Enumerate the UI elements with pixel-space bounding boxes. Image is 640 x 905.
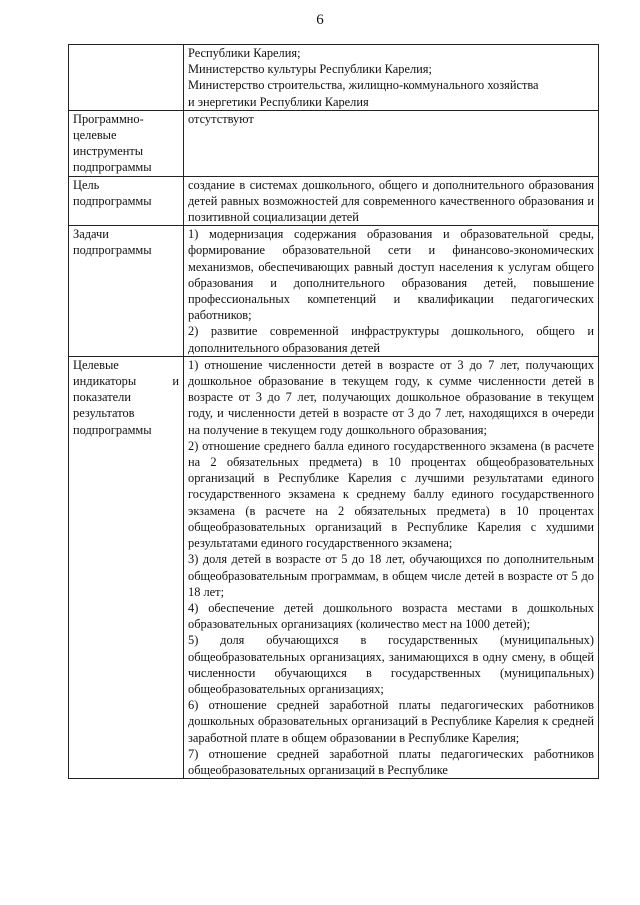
row-label-empty xyxy=(69,45,184,111)
tasks-value xyxy=(184,226,599,357)
label-line: Цель xyxy=(73,177,100,192)
row-label-instruments xyxy=(69,110,184,176)
label-word: индикаторы xyxy=(73,374,137,389)
table-row-instruments xyxy=(69,110,599,176)
label-line: Программно- xyxy=(73,111,144,126)
table-row-indicators xyxy=(69,356,599,778)
instruments-value: отсутствуют xyxy=(184,110,599,176)
value-line: Республики Карелия; xyxy=(188,46,301,60)
label-line: подпрограммы xyxy=(73,243,152,258)
indicator-item: 5) доля обучающихся в государственных (муниципальных) общеобразовательных организациях, занимающихся в одну смену, в общей численности обучающихся в государственных (муниципальных) общеобразовательных организациях; xyxy=(188,633,594,696)
responsible-executors-cell xyxy=(184,45,599,111)
task-item: 2) развитие современной инфраструктуры дошкольного, общего и дополнительного образования детей xyxy=(188,324,594,355)
indicators-value xyxy=(184,356,599,778)
table-row-goal xyxy=(69,176,599,226)
indicator-item: 3) доля детей в возрасте от 5 до 18 лет, обучающихся по дополнительным общеобразовательным программам, в общем числе детей в возрасте от 5 до 18 лет; xyxy=(188,552,594,599)
label-line: подпрограммы xyxy=(73,193,152,208)
label-line xyxy=(73,373,179,389)
passport-table xyxy=(68,44,599,779)
table-row-tasks xyxy=(69,226,599,357)
value-line: Министерство строительства, жилищно-коммунального хозяйства xyxy=(188,78,539,93)
indicator-item: 2) отношение среднего балла единого государственного экзамена (в расчете на 2 обязательных предмета) в 10 процентах общеобразовательных организаций в Республике Карелия с лучшими результатами единого государственного экзамена к среднему баллу единого государственного экзамена (в расчете на 2 обязательных предмета) в 10 процентах общеобразовательных организаций в Республике Карелия с худшими результатами единого государственного экзамена; xyxy=(188,438,594,551)
indicator-item: 4) обеспечение детей дошкольного возраста местами в дошкольных образовательных организациях (количество мест на 1000 детей); xyxy=(188,600,594,632)
label-line: показатели xyxy=(73,390,131,405)
row-label-indicators xyxy=(69,356,184,778)
label-line: подпрограммы xyxy=(73,422,152,437)
label-line: Задачи xyxy=(73,227,109,242)
label-line: Целевые xyxy=(73,357,119,372)
label-line: инструменты xyxy=(73,144,144,159)
page-number: 6 xyxy=(316,12,324,28)
label-word: и xyxy=(172,374,179,389)
label-line: целевые xyxy=(73,128,117,143)
indicator-item: 7) отношение средней заработной платы педагогических работников общеобразовательных организаций в Республике xyxy=(188,746,594,777)
task-item: 1) модернизация содержания образования и образовательной среды, формирование образовательной сети и финансово-экономических механизмов, обеспечивающих равный доступ населения к услугам общего образования и дополнительного образования детей, повышение профессиональных компетенций и квалификации педагогических работников; xyxy=(188,227,594,323)
label-line: подпрограммы xyxy=(73,160,152,175)
indicator-item: 1) отношение численности детей в возрасте от 3 до 7 лет, получающих дошкольное образование в текущем году, к сумме численности детей в возрасте от 3 до 7 лет, получающих дошкольное образование в текущем году, и численности детей в возрасте от 3 до 7 лет, находящихся в очереди на получение в текущем году дошкольного образования; xyxy=(188,357,594,437)
value-line: Министерство культуры Республики Карелия; xyxy=(188,62,432,77)
table-row-continuation xyxy=(69,45,599,111)
row-label-tasks xyxy=(69,226,184,357)
label-line: результатов xyxy=(73,406,135,421)
indicator-item: 6) отношение средней заработной платы педагогических работников дошкольных образовательных организаций в Республике Карелия к средней заработной плате в общем образовании в Республике Карелия; xyxy=(188,698,594,745)
value-line: и энергетики Республики Карелия xyxy=(188,94,369,109)
row-label-goal xyxy=(69,176,184,226)
goal-value: создание в системах дошкольного, общего и дополнительного образования детей равных возможностей для современного качественного образования и позитивной социализации детей xyxy=(184,176,599,226)
